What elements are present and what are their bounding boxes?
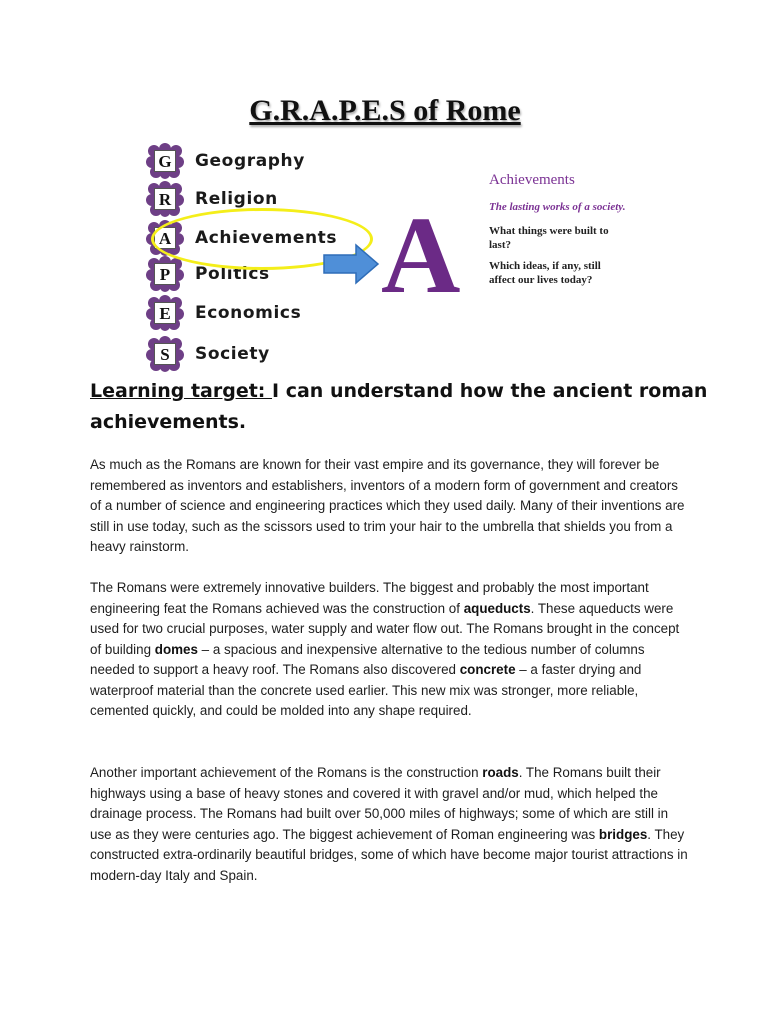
keyword-roads: roads: [482, 765, 519, 780]
paragraph-text: . These aqueducts were used for two crucial purposes, water supply and water flow out. The Romans brought in the concept of building: [90, 600, 680, 657]
grape-letter: E: [154, 302, 176, 324]
paragraph-text: – a faster drying and waterproof material than the concrete used earlier. This new mix was stronger, more reliable, cemented quickly, and could be molded into any shape required.: [90, 662, 642, 718]
keyword-domes: domes: [154, 641, 198, 657]
paragraph-3: [90, 763, 690, 886]
grape-row-society: [145, 335, 270, 373]
learning-target-text: I can understand how the ancient roman achievements.: [90, 380, 708, 433]
paragraph-text: Another important achievement of the Romans is the construction: [90, 765, 483, 780]
grape-cluster-icon: [145, 256, 185, 292]
paragraph-text: – a spacious and inexpensive alternative to the tedious number of columns needed to support a heavy roof. The Romans also discovered: [90, 641, 645, 677]
learning-target-label: Learning target:: [90, 380, 273, 402]
paragraph-1: As much as the Romans are known for their vast empire and its governance, they will forever be remembered as inventors and establishers, inventors of a modern form of government and creators of a number of science and engineering practices which they used daily. Many of their inventions are still in use today, such as the scissors used to trim your hair to the umbrella that shields you from a heavy rainstorm.: [90, 457, 685, 554]
grape-letter: G: [154, 150, 176, 172]
paragraph-text: . The Romans built their highways using a base of heavy stones and covered it with gravel and/or mud, which helped the drainage process. The Romans had built over 50,000 miles of highways; some of which are still in use as they were centuries ago. The biggest achievement of Roman engineering was: [90, 765, 669, 842]
side-question-2: Which ideas, if any, still affect our lives today?: [489, 260, 601, 286]
grape-letter: R: [154, 188, 176, 210]
grape-cluster-icon: [145, 295, 185, 331]
paragraph-2: [90, 578, 690, 722]
grape-cluster-icon: [145, 143, 185, 179]
grape-word: Achievements: [195, 228, 338, 248]
grape-row-economics: [145, 294, 301, 332]
grape-word: Politics: [195, 264, 270, 284]
keyword-concrete: concrete: [459, 662, 516, 677]
grape-word: Religion: [195, 189, 278, 209]
grape-letter: P: [154, 263, 176, 285]
page-title: G.R.A.P.E.S of Rome: [249, 94, 521, 127]
paragraph-text: The Romans were extremely innovative builders. The biggest and probably the most important engineering feat the Romans achieved was the construction of: [90, 580, 649, 616]
grape-letter: A: [154, 227, 176, 249]
paragraph-text: . They constructed extra-ordinarily beautiful bridges, some of which have become major tourist attractions in modern-day Italy and Spain.: [90, 826, 688, 883]
grape-word: Economics: [195, 303, 302, 323]
grape-word: Geography: [195, 151, 305, 171]
grape-word: Society: [195, 344, 270, 364]
arrow-right-icon: [322, 243, 380, 285]
side-heading: Achievements: [489, 172, 575, 188]
side-definition: The lasting works of a society.: [489, 201, 626, 213]
learning-target: [90, 376, 710, 438]
keyword-aqueducts: aqueducts: [463, 600, 531, 616]
grape-cluster-icon: [145, 181, 185, 217]
grape-letter: S: [154, 343, 176, 365]
big-letter-a: A: [381, 194, 461, 316]
keyword-bridges: bridges: [598, 826, 648, 842]
achievements-definition-panel: [489, 170, 629, 294]
grape-row-geography: [145, 142, 305, 180]
grape-cluster-icon: [145, 336, 185, 372]
side-question-1: What things were built to last?: [489, 225, 609, 251]
